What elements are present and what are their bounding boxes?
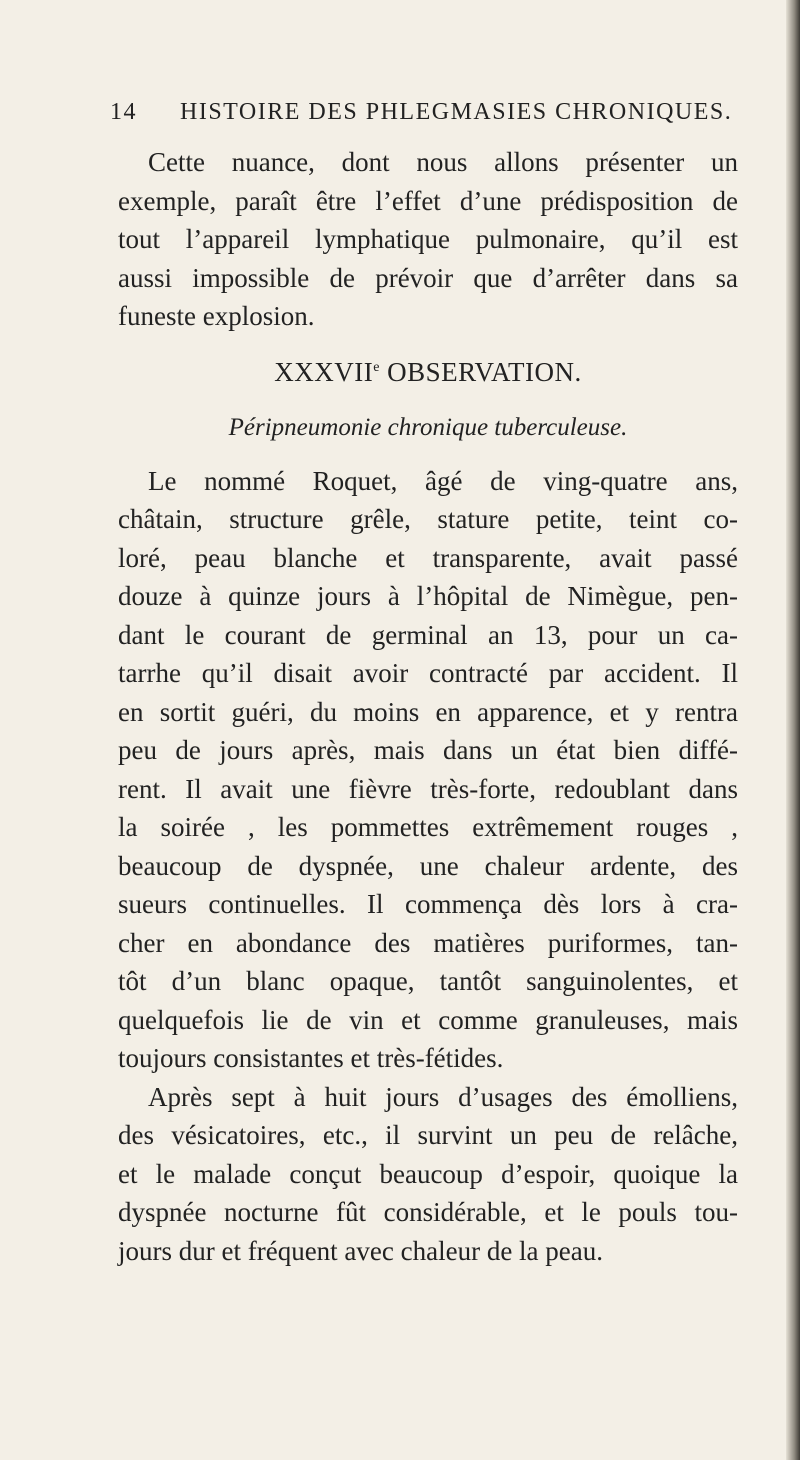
text-line: châtain, structure grêle, stature petite, teint co- xyxy=(118,504,738,534)
text-line: quelquefois lie de vin et comme granuleuses, mais xyxy=(118,1004,738,1035)
page-number: 14 xyxy=(110,99,137,125)
page-edge-shadow xyxy=(786,0,800,1460)
text-line: aussi impossible de prévoir que d’arrêter dans sa xyxy=(118,262,738,293)
text-line: et le malade conçut beaucoup d’espoir, quoique la xyxy=(118,1158,738,1189)
observation-heading xyxy=(118,336,738,400)
text-line: cher en abondance des matières puriformes, tan- xyxy=(118,927,738,958)
text-line: exemple, paraît être l’effet d’une prédisposition de xyxy=(118,185,738,216)
text-line: dant le courant de germinal an 13, pour un ca- xyxy=(118,619,738,650)
text-line: la soirée , les pommettes extrêmement rouges , xyxy=(118,812,738,842)
text-line: dyspnée nocturne fût considérable, et le pouls tou- xyxy=(118,1197,738,1227)
text-line: douze à quinze jours à l’hôpital de Nimègue, pen- xyxy=(118,581,738,611)
text-line: beaucoup de dyspnée, une chaleur ardente, des xyxy=(118,850,738,881)
text-line: peu de jours après, mais dans un état bien diffé- xyxy=(118,735,738,765)
running-head xyxy=(110,92,733,132)
text-line: toujours consistantes et très-fétides. xyxy=(118,1043,504,1073)
text-line: tarrhe qu’il disait avoir contracté par accident. Il xyxy=(118,658,738,688)
text-line: Cette nuance, dont nous allons présenter un xyxy=(148,147,738,177)
paragraph-3 xyxy=(118,1078,738,1271)
text-line: Après sept à huit jours d’usages des émolliens, xyxy=(148,1081,738,1112)
observation-label: OBSERVATION. xyxy=(379,356,582,387)
text-line: en sortit guéri, du moins en apparence, et y rentra xyxy=(118,696,738,727)
observation-ordinal: e xyxy=(373,359,380,375)
text-line: des vésicatoires, etc., il survint un peu de relâche, xyxy=(118,1120,738,1150)
text-line: tout l’appareil lymphatique pulmonaire, qu’il est xyxy=(118,224,738,254)
text-line: rent. Il avait une fièvre très-forte, redoublant dans xyxy=(118,773,738,804)
paragraph-2 xyxy=(118,462,738,1078)
observation-subtitle: Péripneumonie chronique tuberculeuse. xyxy=(228,413,628,441)
text-line: jours dur et fréquent avec chaleur de la peau. xyxy=(118,1235,604,1266)
observation-number: XXXVII xyxy=(274,356,374,387)
text-line: tôt d’un blanc opaque, tantôt sanguinolentes, et xyxy=(118,966,738,996)
text-line: funeste explosion. xyxy=(118,301,315,331)
text-line: loré, peau blanche et transparente, avait passé xyxy=(118,542,738,573)
paragraph-1 xyxy=(118,143,738,336)
text-line: sueurs continuelles. Il commença dès lors à cra- xyxy=(118,889,738,919)
running-title: HISTOIRE DES PHLEGMASIES CHRONIQUES. xyxy=(180,99,733,125)
text-line: Le nommé Roquet, âgé de ving-quatre ans, xyxy=(148,465,738,496)
body-text xyxy=(118,143,738,1270)
